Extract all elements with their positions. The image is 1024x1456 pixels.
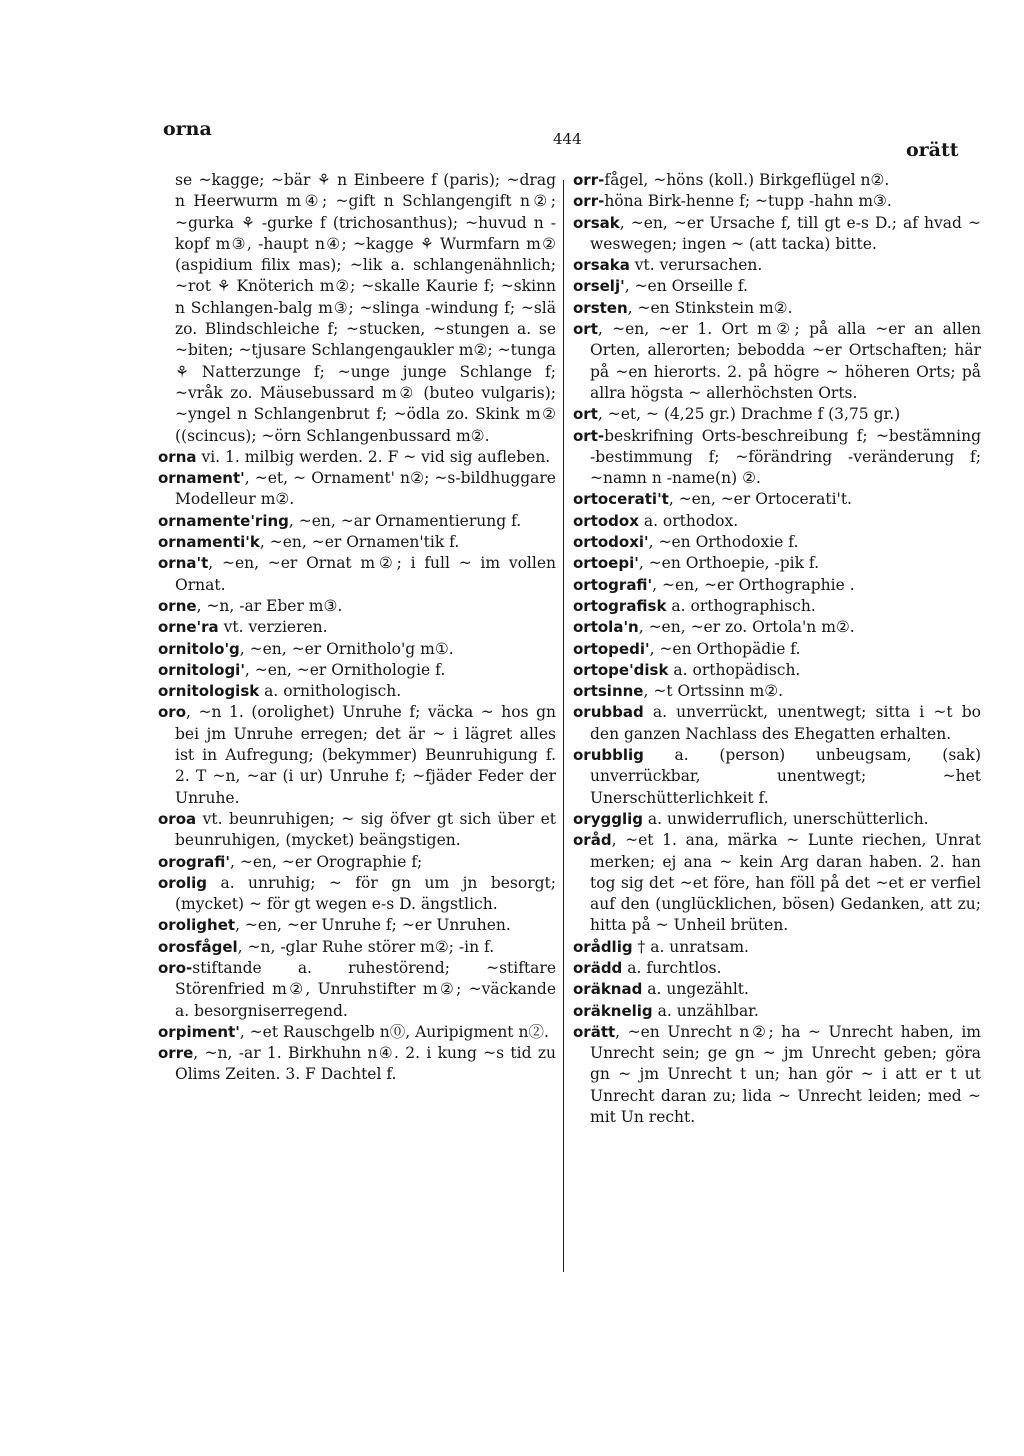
entry-definition: , ~n, -ar 1. Birkhuhn n④. 2. i kung ~s tid zu Olims Zeiten. 3. F Dachtel f. bbox=[175, 1044, 556, 1084]
entry-headword: orosfågel bbox=[158, 937, 238, 956]
entry-headword: ortografi' bbox=[573, 575, 653, 594]
entry-headword: ortodox bbox=[573, 511, 639, 530]
right-guide-word: orätt bbox=[906, 139, 959, 161]
entry-definition: a. orthodox. bbox=[638, 511, 739, 530]
dictionary-entry bbox=[158, 915, 556, 936]
entry-headword: ortope'disk bbox=[573, 660, 669, 679]
entry-definition: a. orthopädisch. bbox=[668, 660, 801, 679]
entry-headword: ortodoxi' bbox=[573, 533, 649, 552]
dictionary-entry bbox=[573, 532, 981, 553]
entry-headword: oro- bbox=[158, 958, 193, 977]
entry-definition: stiftande a. ruhestörend; ~stiftare Störenfried m②, Unruhstifter m②; ~väckande a. besorgniserregend. bbox=[175, 958, 556, 1020]
entry-definition: , ~en, ~er zo. Ortola'n m②. bbox=[638, 618, 855, 637]
entry-headword: ornamenti'k bbox=[158, 533, 260, 552]
entry-headword: orolig bbox=[158, 873, 208, 892]
entry-headword: orsak bbox=[573, 213, 620, 232]
entry-headword: orsten bbox=[573, 298, 628, 317]
entry-headword: ornamente'ring bbox=[158, 511, 289, 530]
dictionary-entry bbox=[158, 660, 556, 681]
entry-headword: orådlig bbox=[573, 937, 633, 956]
dictionary-entry bbox=[573, 1022, 981, 1128]
entry-headword: ort- bbox=[573, 426, 605, 445]
dictionary-entry bbox=[573, 702, 981, 745]
entry-headword: ortopedi' bbox=[573, 639, 650, 658]
entry-definition: , ~t Ortssinn m②. bbox=[643, 682, 784, 701]
column-divider bbox=[563, 180, 564, 1272]
entry-definition: , ~en, ~er Orthographie . bbox=[652, 575, 855, 594]
dictionary-entry bbox=[573, 276, 981, 297]
entry-headword: oräknelig bbox=[573, 1001, 653, 1020]
entry-definition: † a. unratsam. bbox=[632, 937, 749, 956]
entry-headword: orr- bbox=[573, 171, 605, 189]
entry-headword: orre bbox=[158, 1044, 194, 1063]
dictionary-entry bbox=[573, 830, 981, 936]
dictionary-entry bbox=[158, 852, 556, 873]
entry-definition: , ~n, -glar Ruhe störer m②; -in f. bbox=[237, 937, 495, 956]
dictionary-entry bbox=[158, 1043, 556, 1086]
entry-headword: ort bbox=[573, 320, 598, 339]
dictionary-entry bbox=[573, 319, 981, 404]
entry-headword: orna't bbox=[158, 554, 209, 573]
dictionary-entry bbox=[573, 745, 981, 809]
entry-definition: , ~en, ~er Unruhe f; ~er Unruhen. bbox=[235, 916, 511, 935]
entry-definition: , ~et 1. ana, märka ~ Lunte riechen, Unrat merken; ej ana ~ kein Arg daran haben. 2. han tog sig det ~et före, han föll på det ~et er verfiel auf den (unglücklichen, bösen) Gedanken, att zu; hitta på ~ Unheil brüten. bbox=[590, 831, 981, 935]
dictionary-entry bbox=[158, 873, 556, 916]
entry-definition: beskrifning Orts-beschreibung f; ~bestämning -bestimmung f; ~förändring -veränderung f; ~namn n -name(n) ②. bbox=[590, 426, 981, 488]
entry-definition: a. unzählbar. bbox=[652, 1001, 759, 1020]
entry-headword: oroa bbox=[158, 809, 197, 828]
entry-definition: , ~en, ~er Ornitholo'g m①. bbox=[239, 639, 454, 658]
dictionary-entry bbox=[573, 511, 981, 532]
entry-definition: , ~en, ~er Orographie f; bbox=[229, 852, 423, 871]
dictionary-entry bbox=[158, 958, 556, 1022]
entry-headword: ornament' bbox=[158, 469, 245, 488]
dictionary-entry bbox=[158, 617, 556, 638]
entry-headword: orolighet bbox=[158, 916, 236, 935]
entry-headword: oro bbox=[158, 703, 187, 722]
entry-definition: a. ornithologisch. bbox=[259, 682, 402, 701]
dictionary-entry bbox=[158, 170, 556, 447]
entry-headword: ortocerati't bbox=[573, 490, 669, 509]
entry-headword: ornitologisk bbox=[158, 682, 260, 701]
entry-definition: , ~et, ~ (4,25 gr.) Drachme f (3,75 gr.) bbox=[597, 405, 901, 424]
entry-definition: , ~en, ~er Ursache f, till gt e-s D.; af hvad ~ weswegen; ingen ~ (att tacka) bitte. bbox=[590, 213, 981, 253]
entry-headword: ornitolo'g bbox=[158, 639, 240, 658]
entry-definition: , ~n 1. (orolighet) Unruhe f; väcka ~ hos gn bei jm Unruhe erregen; det är ~ i lägret alles ist in Aufregung; (bekymmer) Beunruhigung f. 2. T ~n, ~ar (i ur) Unruhe f; ~fjäder Feder der Unruhe. bbox=[175, 703, 556, 807]
entry-definition: , ~et Rauschgelb n⓪, Auripigment n②. bbox=[239, 1022, 549, 1041]
entry-definition: , ~et, ~ Ornament' n②; ~s-bildhuggare Modelleur m②. bbox=[175, 469, 556, 509]
entry-definition: höna Birk-henne f; ~tupp -hahn m③. bbox=[604, 192, 892, 211]
dictionary-entry bbox=[158, 532, 556, 553]
entry-definition: a. orthographisch. bbox=[666, 596, 816, 615]
dictionary-entry bbox=[573, 979, 981, 1000]
dictionary-entry bbox=[573, 596, 981, 617]
entry-definition: , ~en, ~er Ornamen'tik f. bbox=[259, 533, 460, 552]
dictionary-entry bbox=[573, 937, 981, 958]
entry-headword: orselj' bbox=[573, 277, 625, 296]
dictionary-entry bbox=[158, 468, 556, 511]
entry-definition: vt. verursachen. bbox=[629, 256, 763, 275]
entry-definition: vi. 1. milbig werden. 2. F ~ vid sig aufleben. bbox=[196, 447, 551, 466]
dictionary-entry bbox=[573, 1001, 981, 1022]
entry-definition: , ~en, ~er Ortocerati't. bbox=[668, 490, 852, 509]
dictionary-entry bbox=[158, 639, 556, 660]
entry-headword: orsaka bbox=[573, 256, 630, 275]
entry-definition: , ~en Unrecht n②; ha ~ Unrecht haben, im Unrecht sein; ge gn ~ jm Unrecht geben; göra gn ~ jm Unrecht t un; han gör ~ i att er t ut Unrecht daran zu; lida ~ Unrecht leiden; med ~ mit Un recht. bbox=[590, 1022, 981, 1127]
entry-definition: se ~kagge; ~bär ⚘ n Einbeere f (paris); ~drag n Heerwurm m④; ~gift n Schlangengift n②; ~gurka ⚘ -gurke f (trichosanthus); ~huvud n -kopf m③, -haupt n④; ~kagge ⚘ Wurmfarn m② (aspidium filix mas); ~lik a. schlangenähnlich; ~rot ⚘ Knöterich m②; ~skalle Kaurie f; ~skinn n Schlangen-balg m③; ~slinga -windung f; ~slä zo. Blindschleiche f; ~stucken, ~stungen a. se ~biten; ~tjusare Schlangengaukler m②; ~tunga ⚘ Natterzunge f; ~unge junge Schlange f; ~vråk zo. Mäusebussard m② (buteo vulgaris); ~yngel n Schlangenbrut f; ~ödla zo. Skink m② ((scincus); ~örn Schlangenbussard m②. bbox=[175, 171, 556, 445]
entry-definition: a. ungezählt. bbox=[642, 980, 749, 999]
entry-headword: orätt bbox=[573, 1022, 616, 1041]
entry-definition: , ~en Orthodoxie f. bbox=[648, 533, 799, 552]
entry-headword: orubbad bbox=[573, 703, 644, 722]
entry-definition: , ~en Orseille f. bbox=[624, 277, 748, 296]
dictionary-entry bbox=[158, 596, 556, 617]
dictionary-entry bbox=[158, 702, 556, 808]
entry-headword: orna bbox=[158, 447, 197, 466]
entry-definition: , ~en Orthoepie, -pik f. bbox=[638, 554, 820, 573]
entry-headword: ortografisk bbox=[573, 596, 667, 615]
dictionary-entry bbox=[158, 937, 556, 958]
dictionary-entry bbox=[573, 639, 981, 660]
entry-definition: , ~en, ~er Ornithologie f. bbox=[244, 660, 446, 679]
entry-definition: , ~en Orthopädie f. bbox=[649, 639, 801, 658]
entry-definition: a. unwiderruflich, unerschütterlich. bbox=[642, 809, 929, 828]
left-column bbox=[158, 170, 556, 1280]
entry-headword: ortoepi' bbox=[573, 554, 639, 573]
dictionary-entry bbox=[573, 617, 981, 638]
entry-definition: , ~en Stinkstein m②. bbox=[627, 298, 793, 317]
dictionary-entry bbox=[573, 575, 981, 596]
dictionary-entry bbox=[573, 660, 981, 681]
left-guide-word: orna bbox=[163, 118, 212, 140]
dictionary-entry bbox=[573, 681, 981, 702]
entry-headword: orr- bbox=[573, 192, 605, 211]
dictionary-entry bbox=[158, 447, 556, 468]
entry-definition: a. unruhig; ~ för gn um jn besorgt; (mycket) ~ för gt wegen e-s D. ängstlich. bbox=[175, 873, 556, 914]
entry-headword: orygglig bbox=[573, 809, 643, 828]
dictionary-entry bbox=[158, 1022, 556, 1043]
dictionary-entry bbox=[573, 170, 981, 191]
entry-definition: , ~en, ~er Ornat m②; i full ~ im vollen Ornat. bbox=[175, 554, 556, 594]
entry-headword: ort bbox=[573, 405, 598, 424]
dictionary-entry bbox=[573, 298, 981, 319]
entry-headword: orädd bbox=[573, 958, 623, 977]
entry-definition: fågel, ~höns (koll.) Birkgeflügel n②. bbox=[604, 171, 890, 189]
entry-headword: oråd bbox=[573, 831, 612, 850]
entry-headword: orne bbox=[158, 596, 197, 615]
dictionary-entry bbox=[573, 958, 981, 979]
dictionary-entry bbox=[158, 681, 556, 702]
entry-definition: a. furchtlos. bbox=[622, 958, 722, 977]
entry-definition: vt. beunruhigen; ~ sig öfver gt sich über et beunruhigen, (mycket) beängstigen. bbox=[175, 809, 556, 850]
dictionary-entry bbox=[573, 191, 981, 212]
right-column bbox=[573, 170, 981, 1280]
dictionary-entry bbox=[573, 489, 981, 510]
dictionary-entry bbox=[573, 404, 981, 425]
entry-definition: , ~en, ~er 1. Ort m②; på alla ~er an allen Orten, allerorten; bebodda ~er Ortschaften; här på ~en hierorts. 2. på högre ~ höheren Orts; på allra högsta ~ allerhöchsten Orts. bbox=[590, 320, 981, 402]
entry-headword: ornitologi' bbox=[158, 660, 245, 679]
dictionary-entry bbox=[158, 511, 556, 532]
entry-definition: a. (person) unbeugsam, (sak) unverrückbar, unentwegt; ~het Unerschütterlichkeit f. bbox=[590, 746, 981, 807]
page-number: 444 bbox=[553, 130, 582, 148]
dictionary-entry bbox=[158, 553, 556, 596]
dictionary-entry bbox=[158, 809, 556, 852]
entry-definition: a. unverrückt, unentwegt; sitta i ~t bo den ganzen Nachlass des Ehegatten erhalten. bbox=[590, 703, 981, 743]
dictionary-entry bbox=[573, 809, 981, 830]
dictionary-entry bbox=[573, 213, 981, 256]
entry-definition: vt. verzieren. bbox=[218, 618, 328, 637]
entry-headword: orne'ra bbox=[158, 618, 219, 637]
entry-headword: oräknad bbox=[573, 980, 643, 999]
entry-definition: , ~n, -ar Eber m③. bbox=[196, 596, 343, 615]
entry-headword: ortola'n bbox=[573, 618, 639, 637]
entry-definition: , ~en, ~ar Ornamentierung f. bbox=[288, 511, 522, 530]
entry-headword: ortsinne bbox=[573, 682, 644, 701]
dictionary-entry bbox=[573, 255, 981, 276]
entry-headword: orubblig bbox=[573, 746, 644, 765]
entry-headword: orpiment' bbox=[158, 1022, 240, 1041]
dictionary-entry bbox=[573, 426, 981, 490]
entry-headword: orografi' bbox=[158, 852, 230, 871]
dictionary-entry bbox=[573, 553, 981, 574]
